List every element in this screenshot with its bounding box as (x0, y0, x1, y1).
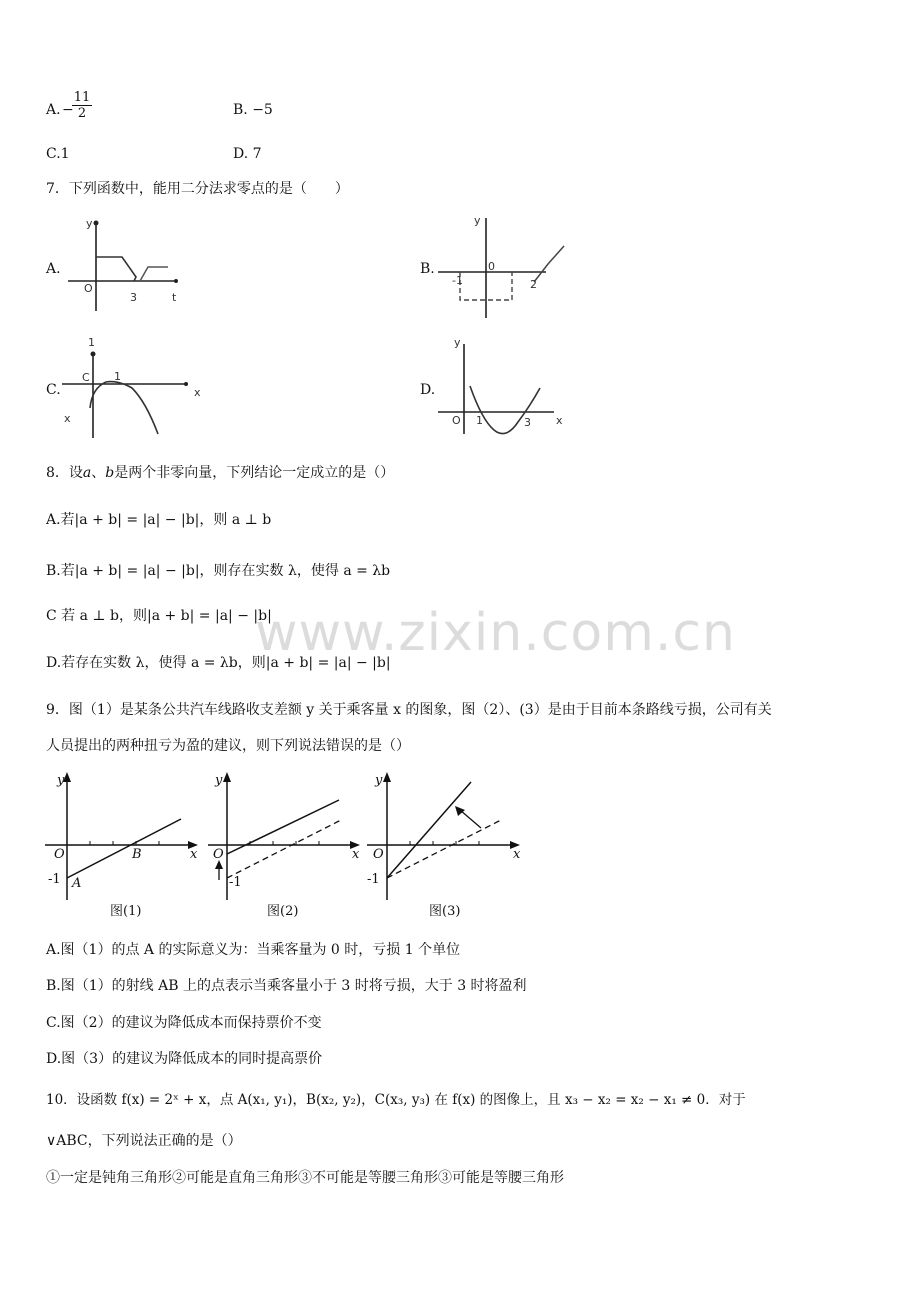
graph-a-origin-label: O (84, 282, 93, 295)
graph-d-origin-label: O (452, 414, 461, 427)
q6-option-b: B. −5 (233, 102, 273, 118)
q9-stem-line1: 9．图（1）是某条公共汽车线路收支差额 y 关于乘客量 x 的图象，图（2）、(3）是由于目前本条路线亏损，公司有关 (46, 702, 772, 718)
graph-c-c-label: C (82, 371, 90, 384)
q7-stem: 7．下列函数中，能用二分法求零点的是（ ） (46, 181, 349, 197)
q7-graph-d (436, 334, 571, 439)
graph-d-y-label: y (454, 336, 461, 349)
q6-option-a-sign: − (62, 102, 74, 118)
fig1-caption: 图(1) (110, 904, 142, 919)
fig2-y-label: y (215, 773, 223, 788)
q9-option-b: B.图（1）的射线 AB 上的点表示当乘客量小于 3 时将亏损，大于 3 时将盈利 (46, 978, 527, 994)
q9-figure-2 (205, 768, 370, 923)
q6-option-a-numerator: 11 (73, 90, 91, 105)
fig1-minus1-label: -1 (48, 872, 61, 887)
fig3-x-label: x (513, 847, 521, 862)
q7-label-c: C. (46, 382, 61, 398)
q8-option-c: C 若 a ⊥ b，则|a + b| = |a| − |b| (46, 608, 272, 624)
q6-option-a-denominator: 2 (72, 105, 92, 121)
graph-b-y-label: y (474, 214, 481, 227)
fig1-origin-label: O (54, 847, 65, 862)
fig3-origin-label: O (373, 847, 384, 862)
q7-graph-c (62, 336, 202, 441)
q9-figure-1 (40, 768, 205, 923)
q6-option-a-fraction (72, 90, 92, 121)
q10-statements: ①一定是钝角三角形②可能是直角三角形③不可能是等腰三角形③可能是等腰三角形 (46, 1170, 564, 1186)
q6-option-a-label: A. (46, 102, 61, 118)
fig2-caption: 图(2) (267, 904, 299, 919)
graph-c-tick-1: 1 (114, 370, 121, 383)
fig2-x-label: x (352, 847, 360, 862)
q10-stem-line2: ∨ABC，下列说法正确的是（） (46, 1133, 242, 1149)
q8-option-d: D.若存在实数 λ，使得 a = λb，则|a + b| = |a| − |b| (46, 655, 391, 671)
fig1-a-label: A (72, 876, 82, 891)
fig3-minus1-label: -1 (367, 872, 380, 887)
graph-a-tick-3: 3 (130, 291, 137, 304)
graph-b-origin-label: 0 (488, 260, 495, 273)
fig1-x-label: x (190, 847, 198, 862)
q8-stem-separator: 、 (91, 465, 106, 481)
graph-b-tick-minus1: -1 (452, 274, 463, 287)
graph-c-left-label: x (64, 412, 71, 425)
graph-c-y-label: 1 (88, 336, 95, 349)
fig1-y-label: y (57, 773, 65, 788)
q9-figure-3 (365, 768, 535, 923)
fig3-caption: 图(3) (429, 904, 461, 919)
q6-option-c: C.1 (46, 146, 70, 162)
q8-option-a: A.若|a + b| = |a| − |b|，则 a ⊥ b (46, 512, 272, 528)
q7-label-a: A. (46, 261, 61, 277)
q8-stem-prefix: 8．设 (46, 465, 83, 481)
q7-graph-a (64, 215, 194, 315)
graph-b-tick-2: 2 (530, 278, 537, 291)
q8-stem (46, 463, 394, 483)
q7-label-b: B. (420, 261, 435, 277)
graph-d-tick-3: 3 (524, 416, 531, 429)
fig1-b-label: B (132, 847, 142, 862)
q8-stem-vector-a: a (82, 465, 92, 481)
graph-c-x-label: x (194, 386, 201, 399)
watermark: www.zixin.com.cn (255, 603, 736, 663)
fig2-minus1-label: -1 (229, 875, 242, 890)
q10-stem-line1: 10．设函数 f(x) = 2ˣ + x，点 A(x₁, y₁)，B(x₂, y₂)，C(x₃, y₃) 在 f(x) 的图像上，且 x₃ − x₂ = x₂ − x₁ ≠ 0．对于 (46, 1092, 746, 1108)
q8-option-b: B.若|a + b| = |a| − |b|，则存在实数 λ，使得 a = λb (46, 563, 391, 579)
fig3-y-label: y (375, 773, 383, 788)
graph-d-tick-1: 1 (476, 414, 483, 427)
q8-stem-rest: 是两个非零向量，下列结论一定成立的是（） (114, 465, 395, 481)
q9-stem-line2: 人员提出的两种扭亏为盈的建议，则下列说法错误的是（） (46, 738, 410, 754)
graph-d-x-label: x (556, 414, 563, 427)
q8-stem-vector-b: b (105, 465, 115, 481)
q6-option-d: D. 7 (233, 146, 262, 162)
graph-a-y-label: y (86, 217, 93, 230)
q7-label-d: D. (420, 382, 436, 398)
fig2-origin-label: O (213, 847, 224, 862)
q9-option-a: A.图（1）的点 A 的实际意义为：当乘客量为 0 时，亏损 1 个单位 (46, 942, 461, 958)
q9-option-d: D.图（3）的建议为降低成本的同时提高票价 (46, 1051, 323, 1067)
q9-option-c: C.图（2）的建议为降低成本而保持票价不变 (46, 1015, 322, 1031)
graph-a-t-label: t (172, 291, 177, 304)
q7-graph-b (436, 212, 576, 322)
